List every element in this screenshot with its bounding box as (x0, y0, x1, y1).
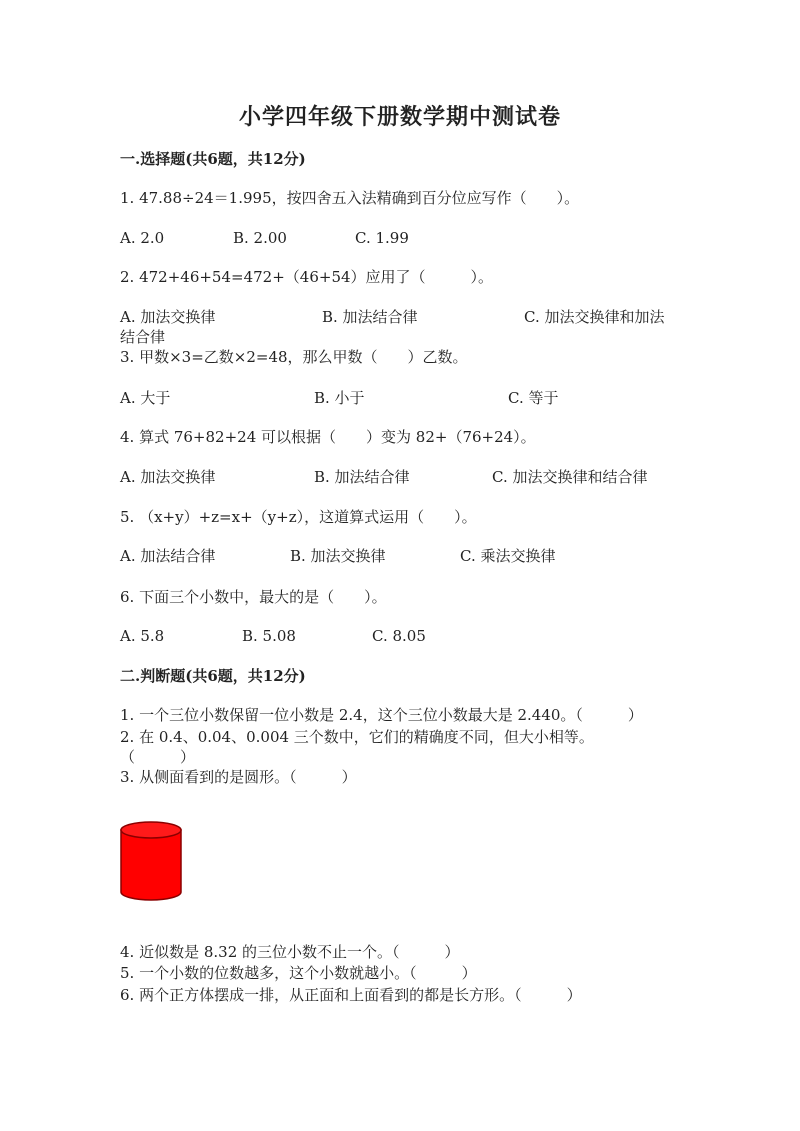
option-a[interactable]: A. 5.8 (120, 627, 165, 645)
question-2: 2. 472+46+54=472+（46+54）应用了（ ）。 (120, 268, 494, 286)
option-a[interactable]: A. 2.0 (120, 229, 165, 247)
option-b[interactable]: B. 加法结合律 (322, 308, 418, 326)
option-c[interactable]: C. 乘法交换律 (460, 547, 556, 565)
judgement-2-blank: （ ） (120, 748, 196, 766)
judgement-1: 1. 一个三位小数保留一位小数是 2.4，这个三位小数最大是 2.440。（ ） (120, 706, 643, 724)
option-b[interactable]: B. 加法交换律 (290, 547, 386, 565)
option-a[interactable]: A. 加法结合律 (120, 547, 216, 565)
judgement-6: 6. 两个正方体摆成一排，从正面和上面看到的都是长方形。（ ） (120, 986, 582, 1004)
option-b[interactable]: B. 2.00 (233, 229, 287, 247)
section-heading-choice: 一.选择题(共6题，共12分) (120, 150, 306, 168)
question-4: 4. 算式 76+82+24 可以根据（ ）变为 82+（76+24）。 (120, 428, 536, 446)
judgement-3: 3. 从侧面看到的是圆形。（ ） (120, 768, 357, 786)
option-a[interactable]: A. 加法交换律 (120, 308, 216, 326)
option-a[interactable]: A. 大于 (120, 389, 171, 407)
page-title: 小学四年级下册数学期中测试卷 (238, 104, 561, 130)
section-heading-judgement: 二.判断题(共6题，共12分) (120, 667, 306, 685)
option-b[interactable]: B. 加法结合律 (314, 468, 410, 486)
option-c[interactable]: C. 8.05 (372, 627, 426, 645)
judgement-5: 5. 一个小数的位数越多，这个小数就越小。（ ） (120, 964, 477, 982)
judgement-2: 2. 在 0.4、0.04、0.004 三个数中，它们的精确度不同，但大小相等。 (120, 728, 594, 746)
option-c[interactable]: C. 加法交换律和加法 (524, 308, 665, 326)
option-c[interactable]: C. 1.99 (355, 229, 409, 247)
question-1: 1. 47.88÷24＝1.995，按四舍五入法精确到百分位应写作（ ）。 (120, 189, 580, 207)
option-c-continued: 结合律 (120, 328, 166, 346)
question-3: 3. 甲数×3=乙数×2=48，那么甲数（ ）乙数。 (120, 348, 468, 366)
option-b[interactable]: B. 小于 (314, 389, 365, 407)
question-5: 5. （x+y）+z=x+（y+z），这道算式运用（ ）。 (120, 508, 477, 526)
option-b[interactable]: B. 5.08 (242, 627, 296, 645)
question-6: 6. 下面三个小数中，最大的是（ ）。 (120, 588, 387, 606)
judgement-4: 4. 近似数是 8.32 的三位小数不止一个。（ ） (120, 943, 460, 961)
cylinder-figure (118, 820, 184, 904)
option-c[interactable]: C. 等于 (508, 389, 559, 407)
option-a[interactable]: A. 加法交换律 (120, 468, 216, 486)
option-c[interactable]: C. 加法交换律和结合律 (492, 468, 648, 486)
